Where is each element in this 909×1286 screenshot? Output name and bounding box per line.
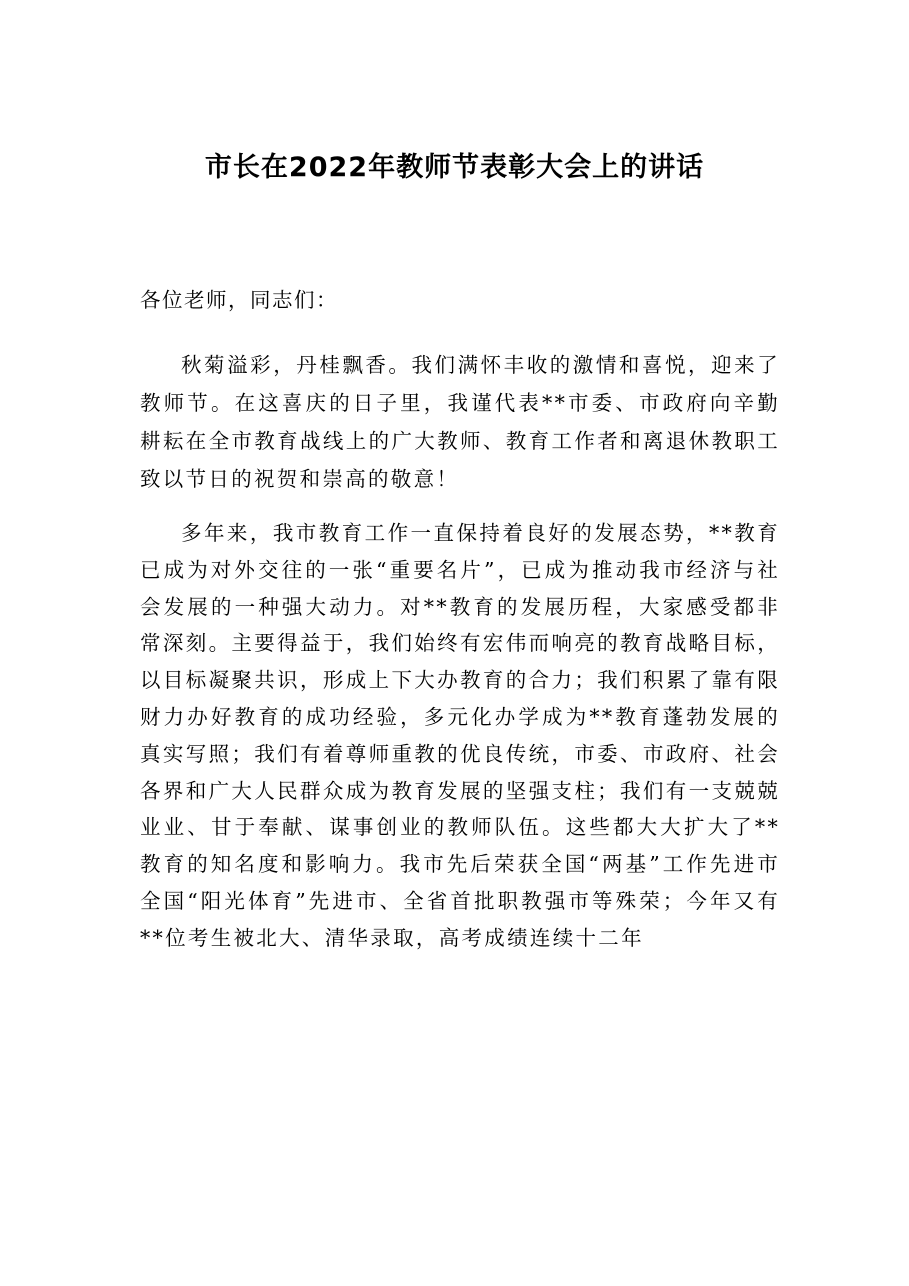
paragraph-1: 秋菊溢彩，丹桂飘香。我们满怀丰收的激情和喜悦，迎来了教师节。在这喜庆的日子里，我谨代表**市委、市政府向辛勤耕耘在全市教育战线上的广大教师、教育工作者和离退休教职工致以节日的祝贺和崇高的敬意！: [140, 353, 780, 491]
document-body: [140, 280, 780, 974]
paragraph-2: 多年来，我市教育工作一直保持着良好的发展态势，**教育已成为对外交往的一张“重要名片”，已成为推动我市经济与社会发展的一种强大动力。对**教育的发展历程，大家感受都非常深刻。主要得益于，我们始终有宏伟而响亮的教育战略目标，以目标凝聚共识，形成上下大办教育的合力；我们积累了靠有限财力办好教育的成功经验，多元化办学成为**教育蓬勃发展的真实写照；我们有着尊师重教的优良传统，市委、市政府、社会各界和广大人民群众成为教育发展的坚强支柱；我们有一支兢兢业业、甘于奉献、谋事创业的教师队伍。这些都大大扩大了**教育的知名度和影响力。我市先后荣获全国“两基”工作先进市全国“阳光体育”先进市、全省首批职教强市等殊荣；今年又有**位考生被北大、清华录取，高考成绩连续十二年: [140, 521, 780, 950]
salutation: 各位老师，同志们：: [140, 288, 338, 312]
document-title: 市长在2022年教师节表彰大会上的讲话: [204, 152, 705, 183]
